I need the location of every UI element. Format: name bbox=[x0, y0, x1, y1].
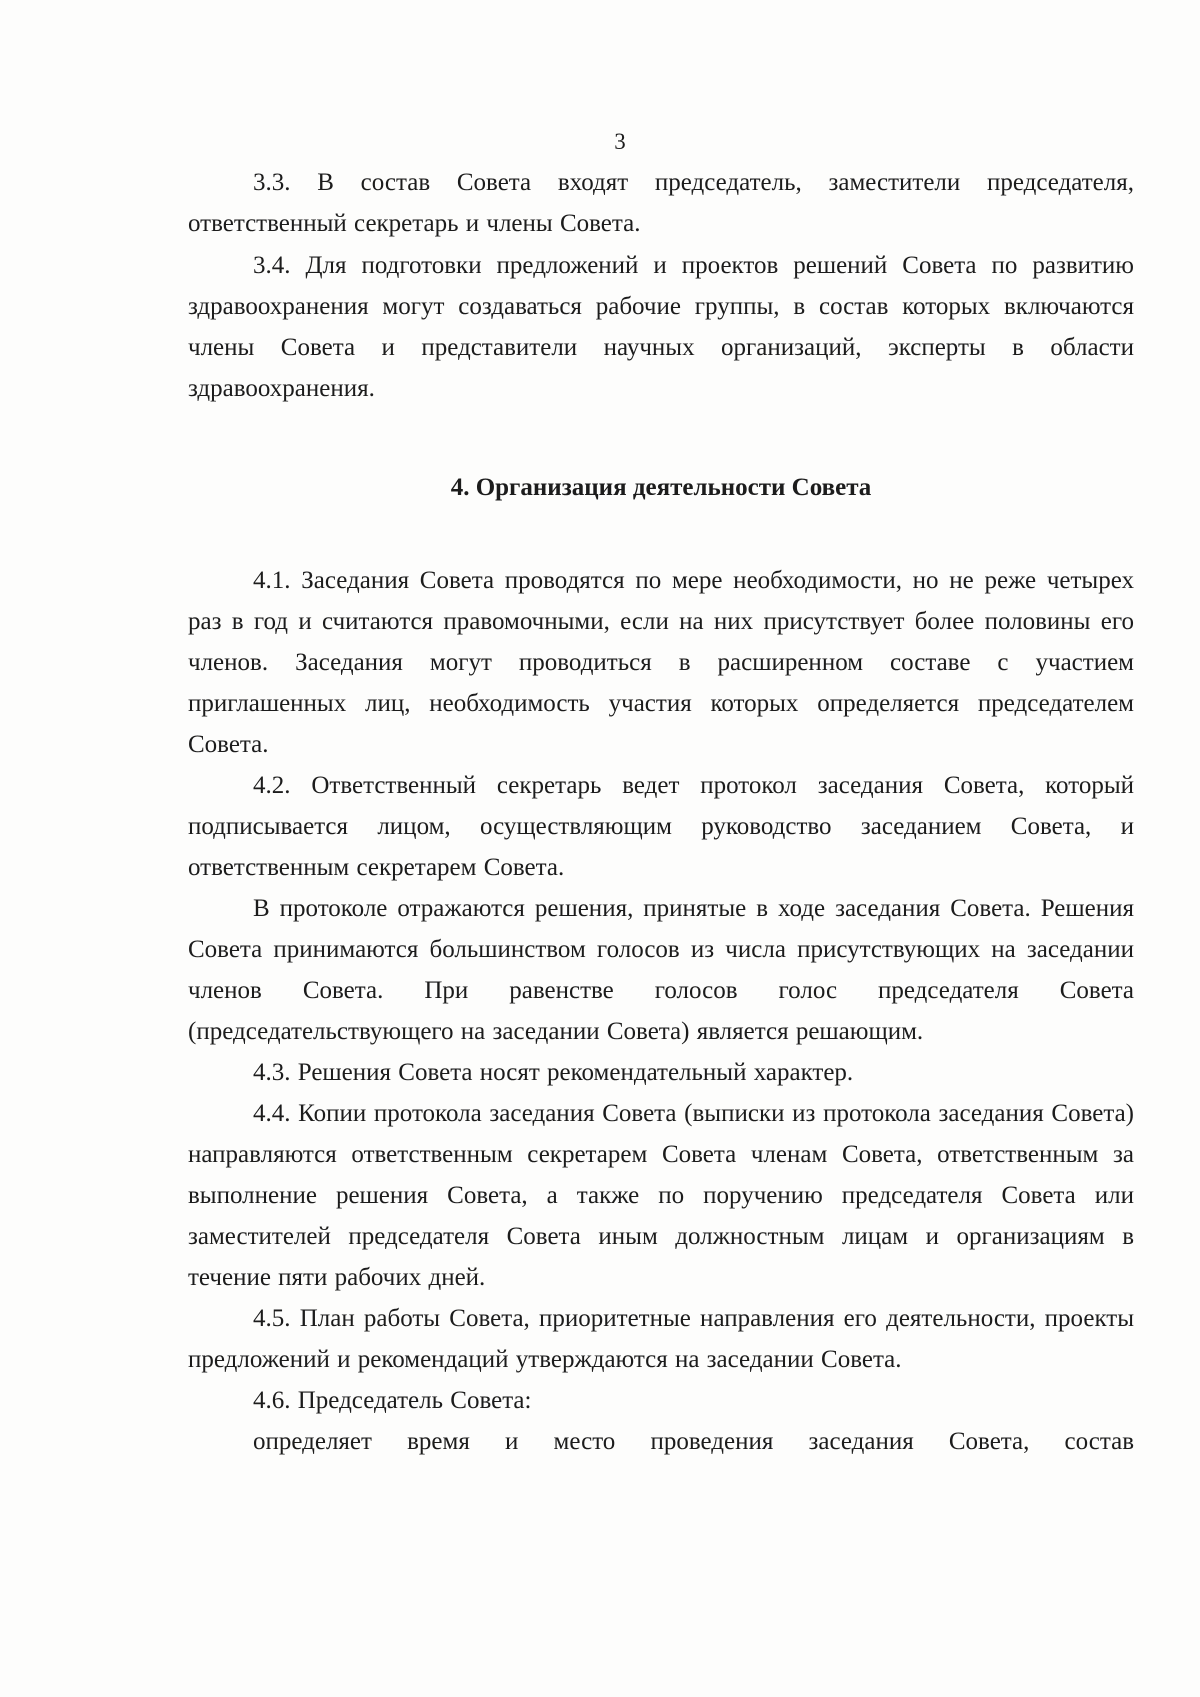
document-body bbox=[188, 162, 1134, 1462]
paragraph-4-1: 4.1. Заседания Совета проводятся по мере необходимости, но не реже четырех раз в год и считаются правомочными, если на них присутствует более половины его членов. Заседания могут проводиться в расширенном составе с участием приглашенных лиц, необходимость участия которых определяется председателем Совета. bbox=[188, 567, 1134, 758]
paragraph-3-4: 3.4. Для подготовки предложений и проектов решений Совета по развитию здравоохранения могут создаваться рабочие группы, в состав которых включаются члены Совета и представители научных организаций, эксперты в области здравоохранения. bbox=[188, 252, 1134, 402]
paragraph-4-4: 4.4. Копии протокола заседания Совета (выписки из протокола заседания Совета) направляются ответственным секретарем Совета членам Совета, ответственным за выполнение решения Совета, а также по поручению председателя Совета или заместителей председателя Совета иным должностным лицам и организациям в течение пяти рабочих дней. bbox=[188, 1100, 1134, 1291]
paragraph-4-5: 4.5. План работы Совета, приоритетные направления его деятельности, проекты предложений и рекомендаций утверждаются на заседании Совета. bbox=[188, 1305, 1134, 1373]
paragraph-4-6: 4.6. Председатель Совета: bbox=[253, 1387, 532, 1414]
section-heading-4: 4. Организация деятельности Совета bbox=[450, 474, 872, 501]
paragraph-4-6-item: определяет время и место проведения заседания Совета, состав bbox=[253, 1428, 1134, 1455]
paragraph-4-2-protocol: В протоколе отражаются решения, принятые в ходе заседания Совета. Решения Совета принимаются большинством голосов из числа присутствующих на заседании членов Совета. При равенстве голосов голос председателя Совета (председательствующего на заседании Совета) является решающим. bbox=[188, 895, 1134, 1045]
paragraph-4-2: 4.2. Ответственный секретарь ведет протокол заседания Совета, который подписывается лицом, осуществляющим руководство заседанием Совета, и ответственным секретарем Совета. bbox=[188, 772, 1134, 881]
page-number: 3 bbox=[614, 129, 626, 154]
paragraph-3-3: 3.3. В состав Совета входят председатель, заместители председателя, ответственный секретарь и члены Совета. bbox=[188, 169, 1134, 237]
paragraph-4-3: 4.3. Решения Совета носят рекомендательный характер. bbox=[253, 1059, 854, 1086]
